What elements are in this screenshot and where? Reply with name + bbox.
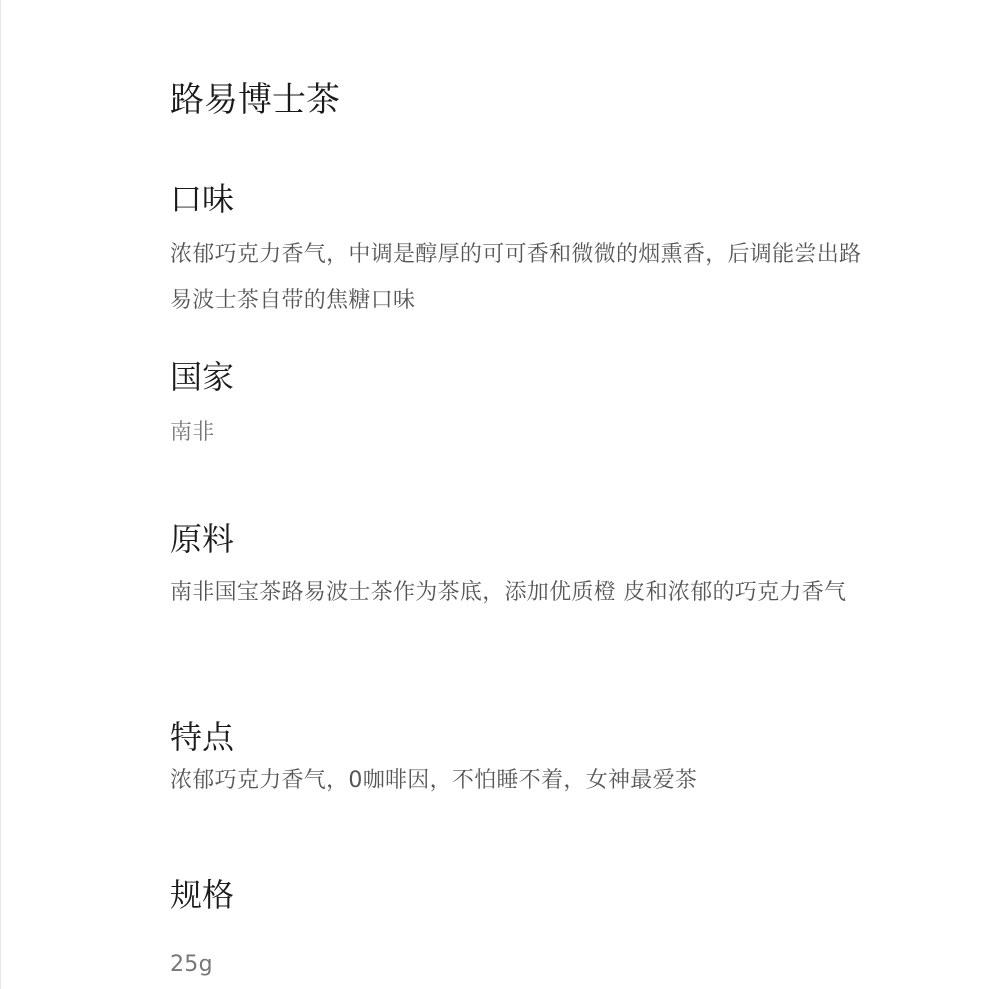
features-text: 浓郁巧克力香气，0咖啡因，不怕睡不着，女神最爱茶 <box>170 768 698 793</box>
flavor-heading: 口味 <box>170 180 235 218</box>
features-heading: 特点 <box>170 718 235 756</box>
country-text: 南非 <box>170 420 215 445</box>
spec-heading: 规格 <box>170 876 235 914</box>
product-title: 路易博士茶 <box>170 80 340 120</box>
ingredients-heading: 原料 <box>170 520 235 558</box>
country-heading: 国家 <box>170 358 235 396</box>
ingredients-text: 南非国宝茶路易波士茶作为茶底，添加优质橙 皮和浓郁的巧克力香气 <box>170 580 847 605</box>
spec-text: 25g <box>170 952 213 977</box>
flavor-text: 浓郁巧克力香气，中调是醇厚的可可香和微微的烟熏香，后调能尝出路易波士茶自带的焦糖口味 <box>170 242 862 313</box>
left-divider <box>0 0 1 989</box>
